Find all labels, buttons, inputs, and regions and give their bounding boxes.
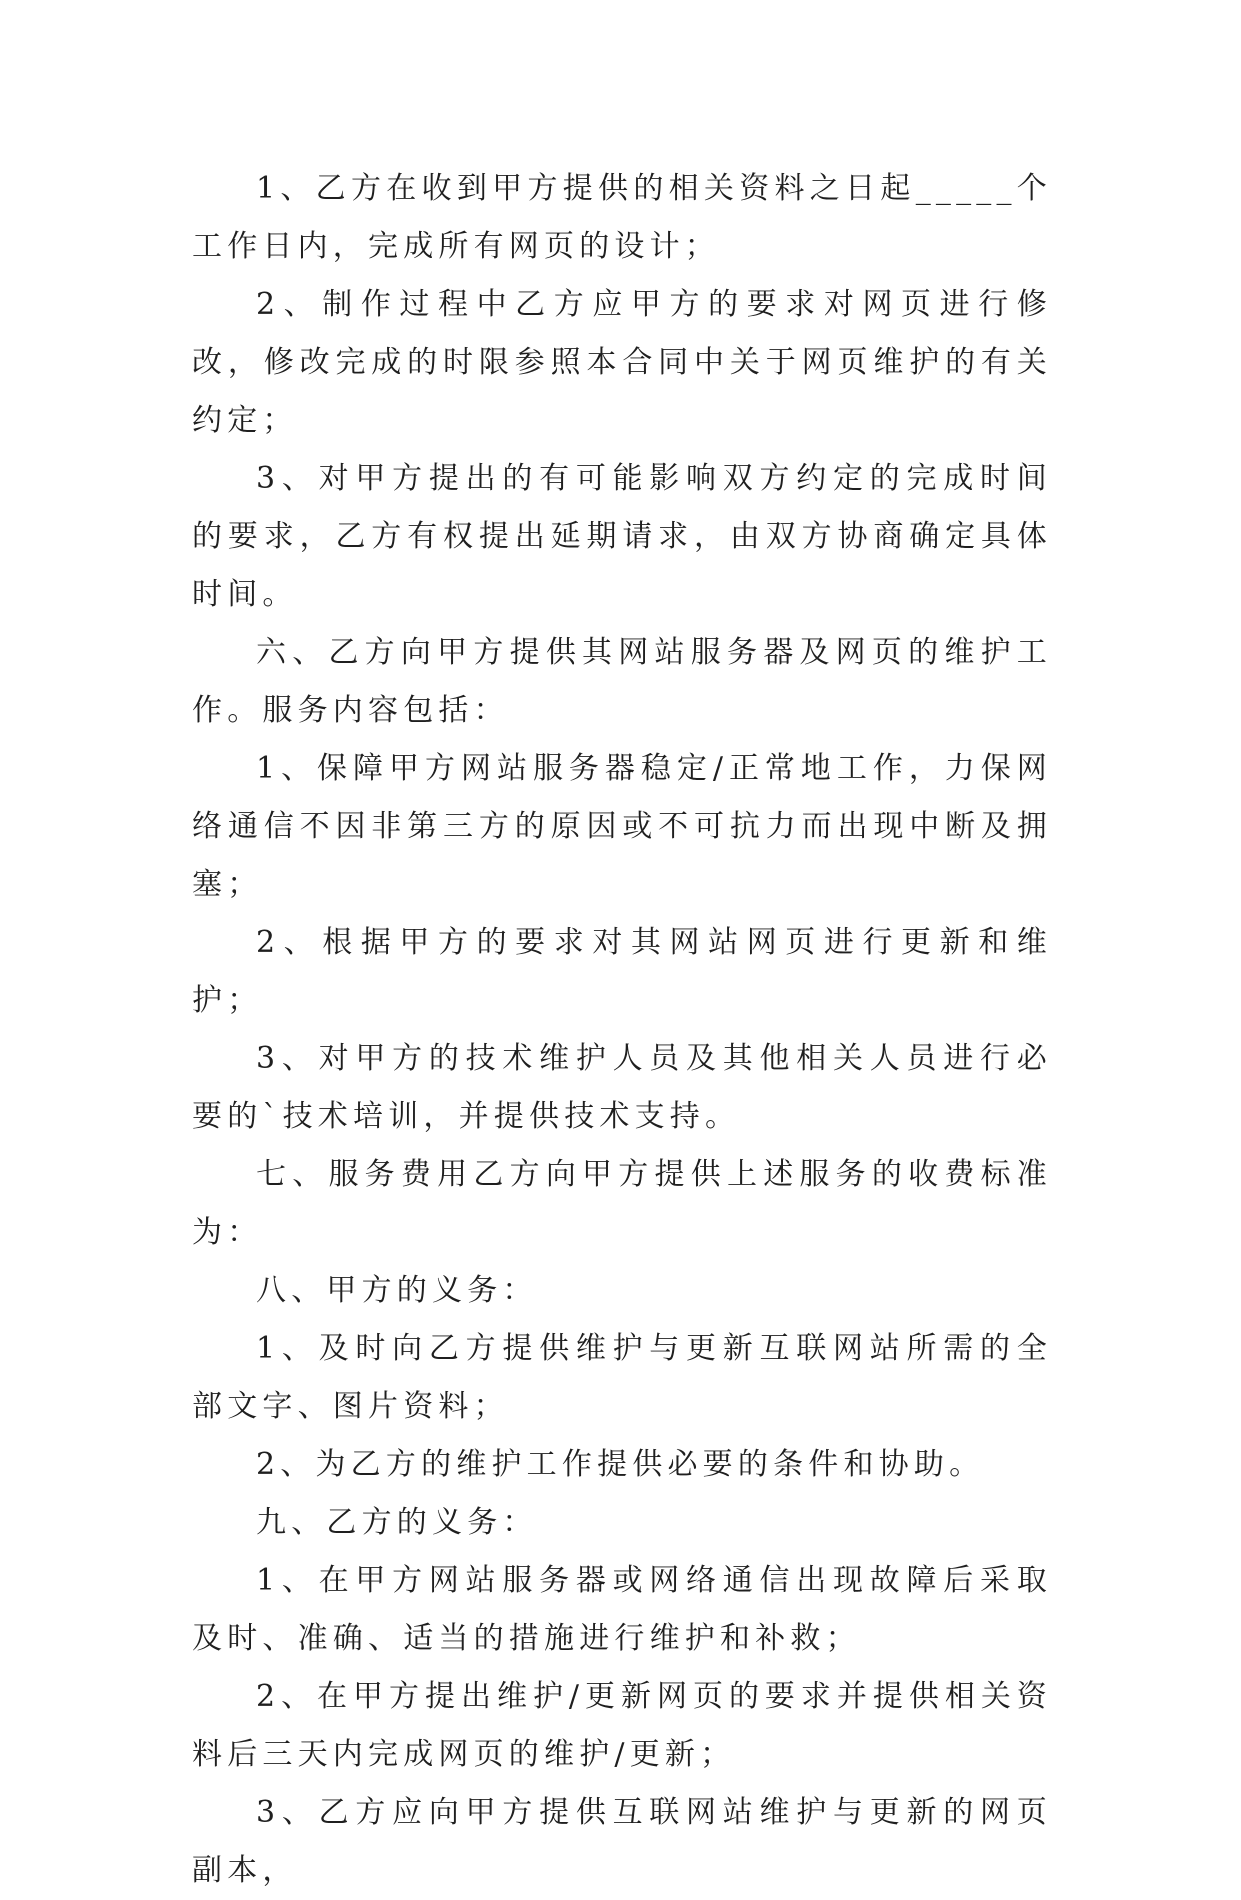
paragraph-update-maintenance: 2、根据甲方的要求对其网站网页进行更新和维护；: [192, 925, 1052, 1018]
paragraph-fault-response: 1、在甲方网站服务器或网络通信出现故障后采取及时、准确、适当的措施进行维护和补救；: [192, 1563, 1052, 1656]
paragraph-server-stability: 1、保障甲方网站服务器稳定/正常地工作，力保网络通信不因非第三方的原因或不可抗力而出现中断及拥塞；: [192, 751, 1052, 902]
section-eight-heading: 八、甲方的义务：: [256, 1273, 538, 1308]
paragraph-provide-conditions: 2、为乙方的维护工作提供必要的条件和协助。: [256, 1447, 985, 1482]
contract-body: [192, 160, 1052, 1900]
paragraph-extension-request: 3、对甲方提出的有可能影响双方约定的完成时间的要求，乙方有权提出延期请求，由双方协商确定具体时间。: [192, 461, 1052, 612]
section-six-heading: 六、乙方向甲方提供其网站服务器及网页的维护工作。服务内容包括：: [192, 635, 1052, 728]
section-nine-heading: 九、乙方的义务：: [256, 1505, 538, 1540]
paragraph-provide-materials: 1、及时向乙方提供维护与更新互联网站所需的全部文字、图片资料；: [192, 1331, 1052, 1424]
paragraph-three-day-update: 2、在甲方提出维护/更新网页的要求并提供相关资料后三天内完成网页的维护/更新；: [192, 1679, 1052, 1772]
paragraph-design-deadline: 1、乙方在收到甲方提供的相关资料之日起_____个工作日内，完成所有网页的设计；: [192, 171, 1052, 264]
section-seven-heading: 七、服务费用乙方向甲方提供上述服务的收费标准为：: [192, 1157, 1052, 1250]
paragraph-revision-during-production: 2、制作过程中乙方应甲方的要求对网页进行修改，修改完成的时限参照本合同中关于网页维护的有关约定；: [192, 287, 1052, 438]
paragraph-technical-training: 3、对甲方的技术维护人员及其他相关人员进行必要的`技术培训，并提供技术支持。: [192, 1041, 1052, 1134]
paragraph-page-copies: 3、乙方应向甲方提供互联网站维护与更新的网页副本，: [192, 1795, 1052, 1888]
